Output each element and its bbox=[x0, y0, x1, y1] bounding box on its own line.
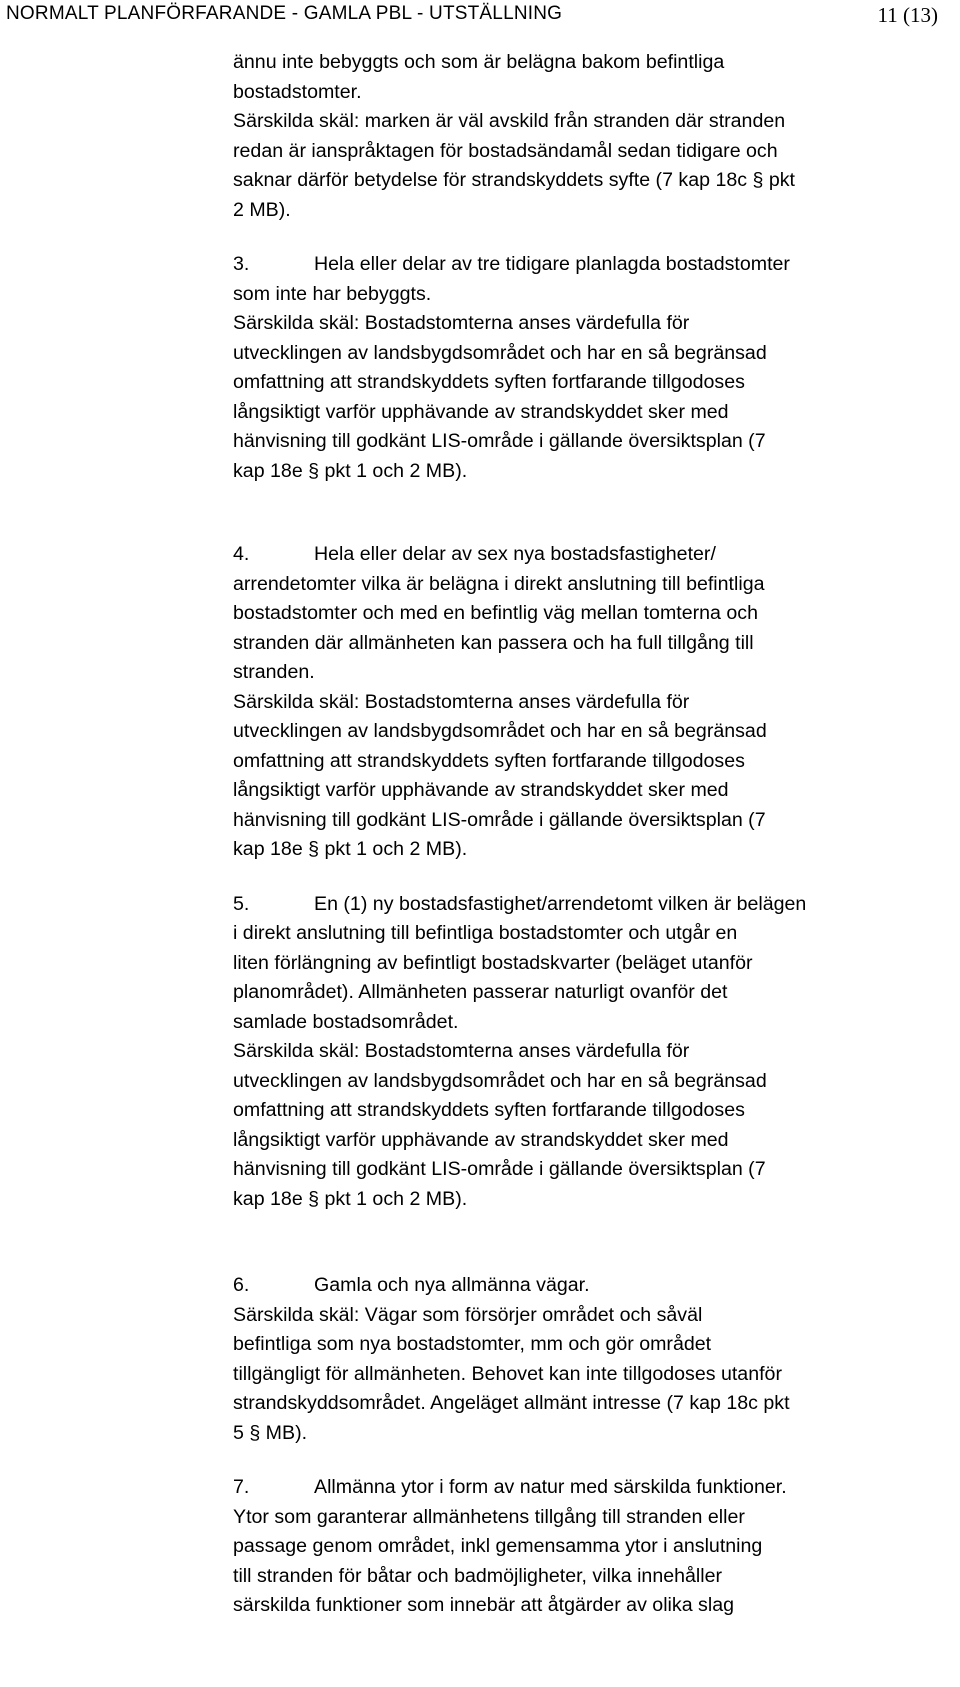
list-item-6 bbox=[233, 1271, 953, 1448]
page-number: 11 (13) bbox=[877, 3, 938, 27]
item-heading bbox=[233, 890, 953, 920]
text-line: saknar därför betydelse för strandskyddets syfte (7 kap 18c § pkt bbox=[233, 169, 795, 191]
text-line: Särskilda skäl: marken är väl avskild från stranden där stranden bbox=[233, 110, 786, 132]
text-line: särskilda funktioner som innebär att åtgärder av olika slag bbox=[233, 1594, 734, 1616]
text-line: kap 18e § pkt 1 och 2 MB). bbox=[233, 838, 468, 860]
text-line: omfattning att strandskyddets syften fortfarande tillgodoses bbox=[233, 371, 745, 393]
text-line: bostadstomter och med en befintlig väg mellan tomterna och bbox=[233, 602, 758, 624]
text-line: bostadstomter. bbox=[233, 80, 362, 103]
item-heading bbox=[233, 250, 953, 280]
text-line: tillgängligt för allmänheten. Behovet kan inte tillgodoses utanför bbox=[233, 1362, 782, 1385]
list-item-3 bbox=[233, 250, 953, 486]
item-heading bbox=[233, 540, 953, 570]
text-line: hänvisning till godkänt LIS-område i gällande översiktsplan (7 bbox=[233, 430, 766, 452]
continuation-paragraph bbox=[233, 48, 953, 225]
text-line: liten förlängning av befintligt bostadskvarter (beläget utanför bbox=[233, 951, 753, 974]
list-item-5 bbox=[233, 890, 953, 1215]
text-line: långsiktigt varför upphävande av strandskyddet sker med bbox=[233, 1128, 729, 1151]
text-line: utvecklingen av landsbygdsområdet och har en så begränsad bbox=[233, 720, 767, 742]
text-line: planområdet). Allmänheten passerar naturligt ovanför det bbox=[233, 981, 728, 1003]
text-line: Särskilda skäl: Bostadstomterna anses värdefulla för bbox=[233, 312, 690, 334]
text-line: ännu inte bebyggts och som är belägna bakom befintliga bbox=[233, 51, 725, 73]
text-line: kap 18e § pkt 1 och 2 MB). bbox=[233, 1187, 468, 1210]
text-line: arrendetomter vilka är belägna i direkt anslutning till befintliga bbox=[233, 572, 765, 595]
text-line: hänvisning till godkänt LIS-område i gällande översiktsplan (7 bbox=[233, 1158, 766, 1180]
item-number: 3. bbox=[233, 253, 250, 275]
text-line: befintliga som nya bostadstomter, mm och gör området bbox=[233, 1333, 712, 1355]
text-line: redan är ianspråktagen för bostadsändamål sedan tidigare och bbox=[233, 139, 778, 162]
text-line: stranden. bbox=[233, 661, 315, 683]
item-heading-text: Hela eller delar av tre tidigare planlagda bostadstomter bbox=[314, 253, 790, 275]
item-number: 5. bbox=[233, 892, 250, 915]
text-line: Särskilda skäl: Bostadstomterna anses värdefulla för bbox=[233, 1040, 690, 1062]
text-line: samlade bostadsområdet. bbox=[233, 1010, 459, 1033]
text-line: hänvisning till godkänt LIS-område i gällande översiktsplan (7 bbox=[233, 808, 766, 831]
document-body bbox=[233, 48, 953, 1621]
item-heading-text: En (1) ny bostadsfastighet/arrendetomt vilken är belägen bbox=[314, 892, 807, 915]
text-line: långsiktigt varför upphävande av strandskyddet sker med bbox=[233, 779, 729, 801]
text-line: Ytor som garanterar allmänhetens tillgång till stranden eller bbox=[233, 1505, 745, 1528]
text-line: i direkt anslutning till befintliga bostadstomter och utgår en bbox=[233, 922, 738, 944]
item-number: 4. bbox=[233, 543, 250, 565]
item-number: 7. bbox=[233, 1476, 250, 1498]
item-number: 6. bbox=[233, 1274, 250, 1296]
header-title: NORMALT PLANFÖRFARANDE - GAMLA PBL - UTSTÄLLNING bbox=[6, 3, 563, 24]
text-line: långsiktigt varför upphävande av strandskyddet sker med bbox=[233, 400, 729, 423]
item-heading-text: Gamla och nya allmänna vägar. bbox=[314, 1274, 590, 1296]
text-line: stranden där allmänheten kan passera och ha full tillgång till bbox=[233, 631, 754, 654]
text-line: passage genom området, inkl gemensamma ytor i anslutning bbox=[233, 1535, 763, 1557]
item-heading-text: Hela eller delar av sex nya bostadsfastigheter/ bbox=[314, 543, 716, 565]
text-line: till stranden för båtar och badmöjligheter, vilka innehåller bbox=[233, 1564, 723, 1587]
text-line: omfattning att strandskyddets syften fortfarande tillgodoses bbox=[233, 1099, 745, 1121]
list-item-4 bbox=[233, 540, 953, 865]
item-heading bbox=[233, 1473, 953, 1503]
text-line: kap 18e § pkt 1 och 2 MB). bbox=[233, 459, 468, 482]
list-item-7 bbox=[233, 1473, 953, 1621]
text-line: som inte har bebyggts. bbox=[233, 282, 432, 305]
item-heading-text: Allmänna ytor i form av natur med särskilda funktioner. bbox=[314, 1476, 787, 1498]
text-line: Särskilda skäl: Vägar som försörjer området och såväl bbox=[233, 1303, 703, 1326]
text-line: omfattning att strandskyddets syften fortfarande tillgodoses bbox=[233, 749, 745, 772]
text-line: strandskyddsområdet. Angeläget allmänt intresse (7 kap 18c pkt bbox=[233, 1392, 790, 1414]
item-heading bbox=[233, 1271, 953, 1301]
text-line: utvecklingen av landsbygdsområdet och har en så begränsad bbox=[233, 1069, 767, 1092]
text-line: Särskilda skäl: Bostadstomterna anses värdefulla för bbox=[233, 690, 690, 713]
text-line: utvecklingen av landsbygdsområdet och har en så begränsad bbox=[233, 341, 767, 364]
text-line: 2 MB). bbox=[233, 198, 291, 221]
text-line: 5 § MB). bbox=[233, 1421, 308, 1444]
